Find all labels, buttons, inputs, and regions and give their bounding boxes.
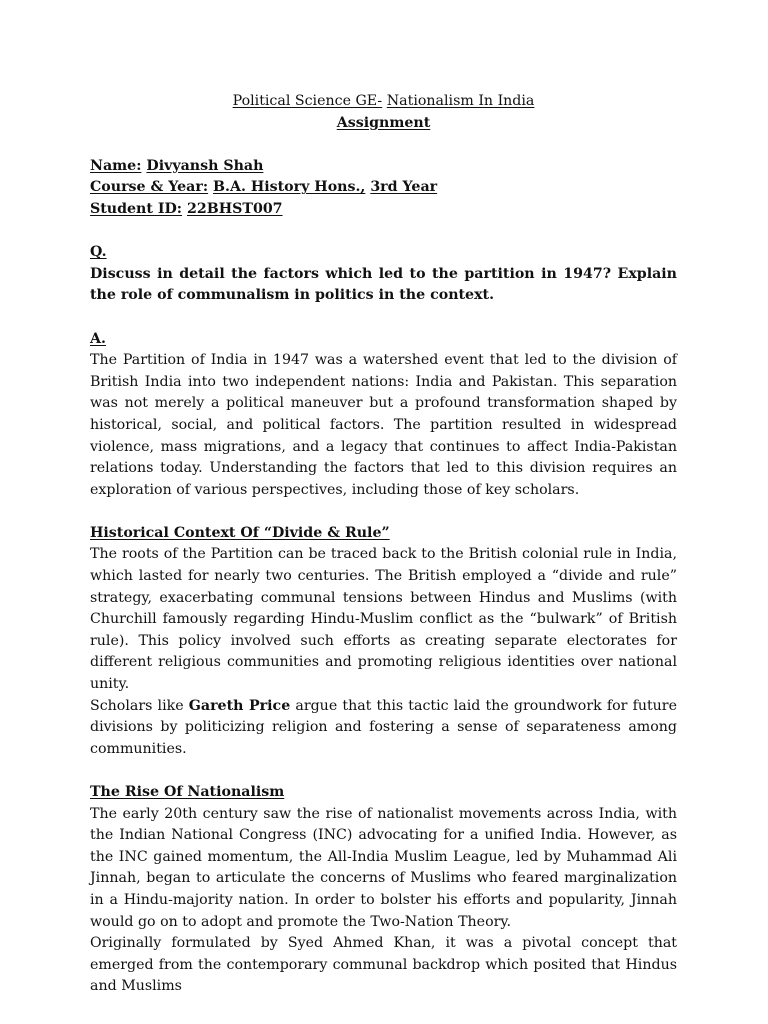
student-course-value: B.A. History Hons.,: [213, 179, 366, 196]
student-id-label: Student ID:: [90, 200, 183, 217]
divide-rule-paragraph-2: [90, 696, 677, 761]
scholar-name: Gareth Price: [188, 697, 291, 714]
para-text: Scholars like: [90, 697, 189, 714]
student-course-label: Course & Year:: [90, 179, 209, 196]
student-name-value: Divyansh Shah: [146, 157, 264, 174]
student-course-line: [90, 177, 677, 199]
spacer: [90, 501, 677, 523]
answer-intro-paragraph: The Partition of India in 1947 was a watershed event that led to the division of British India into two independent nations: India and Pakistan. This separation was not merely a political maneuver but a profound transformation shaped by historical, social, and political factors. The partition resulted in widespread violence, mass migrations, and a legacy that continues to affect India-Pakistan relations today. Understanding the factors that led to this division requires an exploration of various perspectives, including those of key scholars.: [90, 352, 677, 498]
nationalism-paragraph-2: Originally formulated by Syed Ahmed Khan, it was a pivotal concept that emerged from the contemporary communal backdrop which posited that Hindus and Muslims: [90, 935, 677, 995]
document-title: [90, 91, 677, 113]
student-name-label: Name:: [90, 157, 142, 174]
document-subtitle: Assignment: [336, 114, 431, 131]
divide-rule-paragraph-1: The roots of the Partition can be traced back to the British colonial rule in India, which lasted for nearly two centuries. The British employed a “divide and rule” strategy, exacerbating communal tensions between Hindus and Muslims (with Churchill famously regarding Hindu-Muslim conflict as the “bulwark” of British rule). This policy involved such efforts as creating separate electorates for different religious communities and promoting religious identities over national unity.: [90, 546, 677, 693]
question-text: Discuss in detail the factors which led to the partition in 1947? Explain the role of communalism in politics in the context.: [90, 265, 677, 304]
student-name-line: [90, 156, 677, 178]
title-part-1: Political Science GE-: [232, 93, 383, 109]
nationalism-paragraph-1: The early 20th century saw the rise of nationalist movements across India, with the Indian National Congress (INC) advocating for a unified India. However, as the INC gained momentum, the All-India Muslim League, led by Muhammad Ali Jinnah, began to articulate the concerns of Muslims who feared marginalization in a Hindu-majority nation. In order to bolster his efforts and popularity, Jinnah would go on to adopt and promote the Two-Nation Theory.: [90, 805, 677, 930]
spacer: [90, 307, 677, 329]
spacer: [90, 134, 677, 156]
student-id-line: [90, 199, 677, 221]
section-heading-divide-rule: Historical Context Of “Divide & Rule”: [90, 524, 390, 541]
document-page: [90, 91, 677, 998]
para-text: argue that this tactic laid the groundwork for future divisions by politicizing religion and fostering a sense of separateness among communities.: [90, 697, 677, 757]
spacer: [90, 221, 677, 243]
document-header: [90, 91, 677, 134]
question-label: Q.: [90, 244, 107, 261]
answer-label: A.: [90, 330, 106, 347]
section-heading-nationalism: The Rise Of Nationalism: [90, 784, 285, 800]
student-id-value: 22BHST007: [187, 200, 283, 217]
student-year-value: 3rd Year: [370, 179, 438, 196]
title-part-2: Nationalism In India: [386, 93, 535, 109]
spacer: [90, 760, 677, 782]
